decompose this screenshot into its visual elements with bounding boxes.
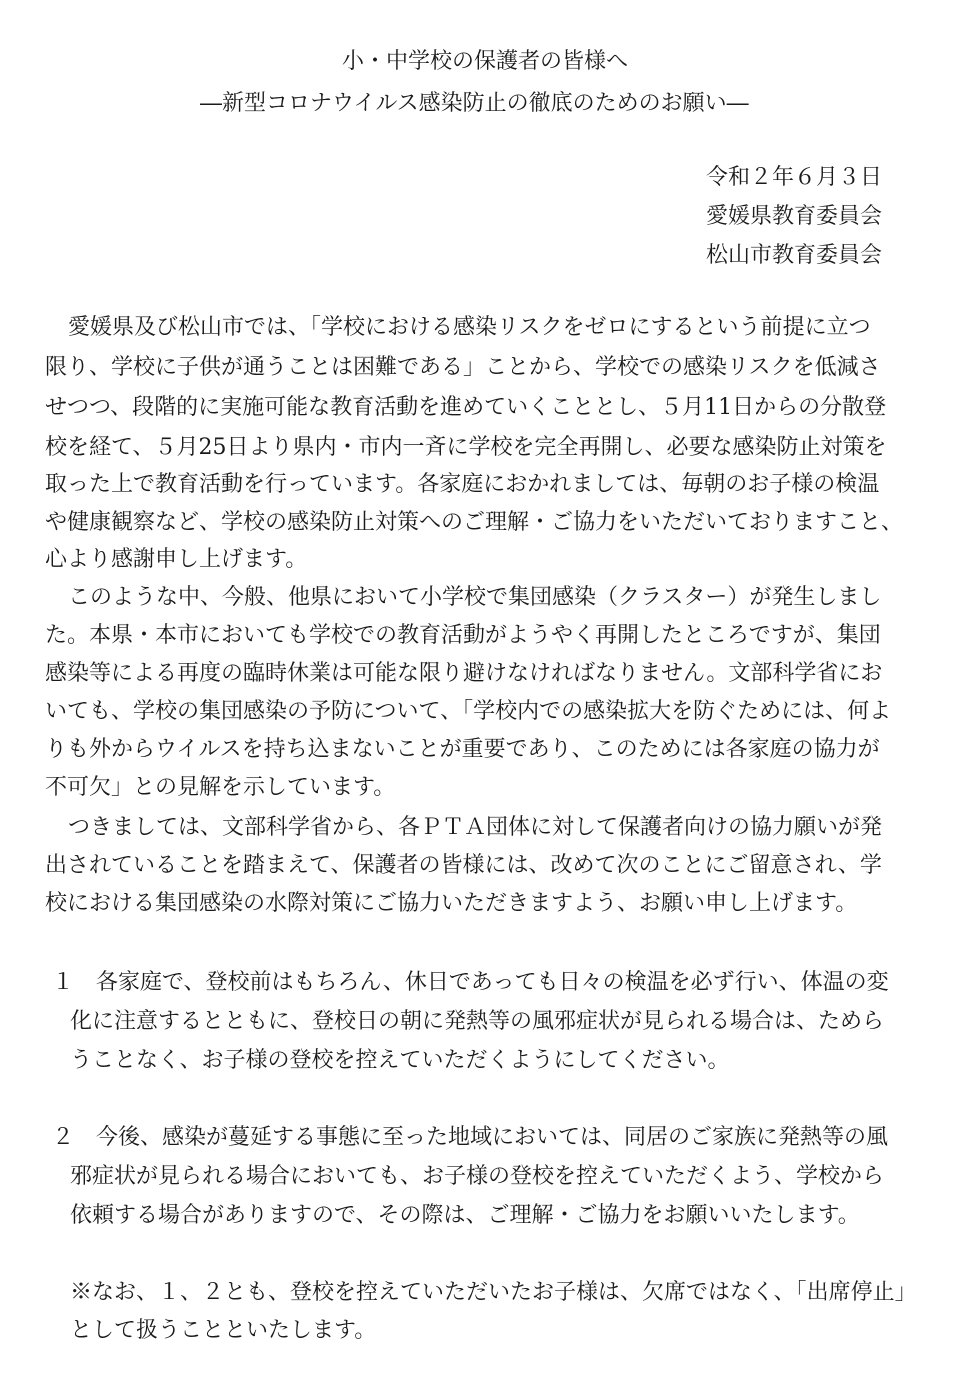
- item-line: ２ 今後、感染が蔓延する事態に至った地域においては、同居のご家族に発熱等の風: [52, 1125, 889, 1150]
- document-subtitle: ―新型コロナウイルス感染防止の徹底のためのお願い―: [200, 91, 749, 116]
- item-line: 邪症状が見られる場合においても、お子様の登校を控えていただくよう、学校から: [70, 1164, 885, 1189]
- note-line: として扱うことといたします。: [70, 1318, 377, 1343]
- document-title: 小・中学校の保護者の皆様へ: [342, 49, 629, 74]
- item-line: 化に注意するとともに、登校日の朝に発熱等の風邪症状が見られる場合は、ためら: [70, 1009, 885, 1034]
- sender-org-city: 松山市教育委員会: [706, 243, 883, 268]
- paragraph-line: 不可欠」との見解を示しています。: [45, 775, 396, 800]
- paragraph-line: や健康観察など、学校の感染防止対策へのご理解・ご協力をいただいておりますこと、: [45, 510, 904, 535]
- issue-date: 令和２年６月３日: [706, 165, 883, 190]
- paragraph-line: りも外からウイルスを持ち込まないことが重要であり、このためには各家庭の協力が: [45, 737, 880, 762]
- paragraph-line: 校を経て、５月25日より県内・市内一斉に学校を完全再開し、必要な感染防止対策を: [45, 435, 887, 460]
- paragraph-line: 愛媛県及び松山市では、「学校における感染リスクをゼロにするという前提に立つ: [68, 315, 871, 340]
- item-line: うことなく、お子様の登校を控えていただくようにしてください。: [70, 1048, 730, 1073]
- paragraph-line: 感染等による再度の臨時休業は可能な限り避けなければなりません。文部科学省にお: [45, 661, 883, 686]
- paragraph-line: 限り、学校に子供が通うことは困難である」ことから、学校での感染リスクを低減さ: [45, 355, 881, 380]
- sender-org-prefecture: 愛媛県教育委員会: [706, 204, 883, 229]
- note-line: ※なお、１、２とも、登校を控えていただいたお子様は、欠席ではなく、「出席停止」: [70, 1280, 917, 1305]
- paragraph-line: せつつ、段階的に実施可能な教育活動を進めていくこととし、５月11日からの分散登: [45, 395, 887, 420]
- paragraph-line: た。本県・本市においても学校での教育活動がようやく再開したところですが、集団: [45, 623, 881, 648]
- paragraph-line: いても、学校の集団感染の予防について、「学校内での感染拡大を防ぐためには、何よ: [45, 699, 892, 724]
- item-line: １ 各家庭で、登校前はもちろん、休日であっても日々の検温を必ず行い、体温の変: [52, 970, 889, 995]
- item-line: 依頼する場合がありますので、その際は、ご理解・ご協力をお願いいたします。: [70, 1203, 860, 1228]
- paragraph-line: 校における集団感染の水際対策にご協力いただきますよう、お願い申し上げます。: [45, 891, 858, 916]
- paragraph-line: このような中、今般、他県において小学校で集団感染（クラスター）が発生しまし: [68, 585, 882, 610]
- paragraph-line: 心より感謝申し上げます。: [45, 547, 308, 572]
- paragraph-line: つきましては、文部科学省から、各ＰＴＡ団体に対して保護者向けの協力願いが発: [68, 815, 883, 840]
- paragraph-line: 取った上で教育活動を行っています。各家庭におかれましては、毎朝のお子様の検温: [45, 472, 880, 497]
- paragraph-line: 出されていることを踏まえて、保護者の皆様には、改めて次のことにご留意され、学: [45, 853, 882, 878]
